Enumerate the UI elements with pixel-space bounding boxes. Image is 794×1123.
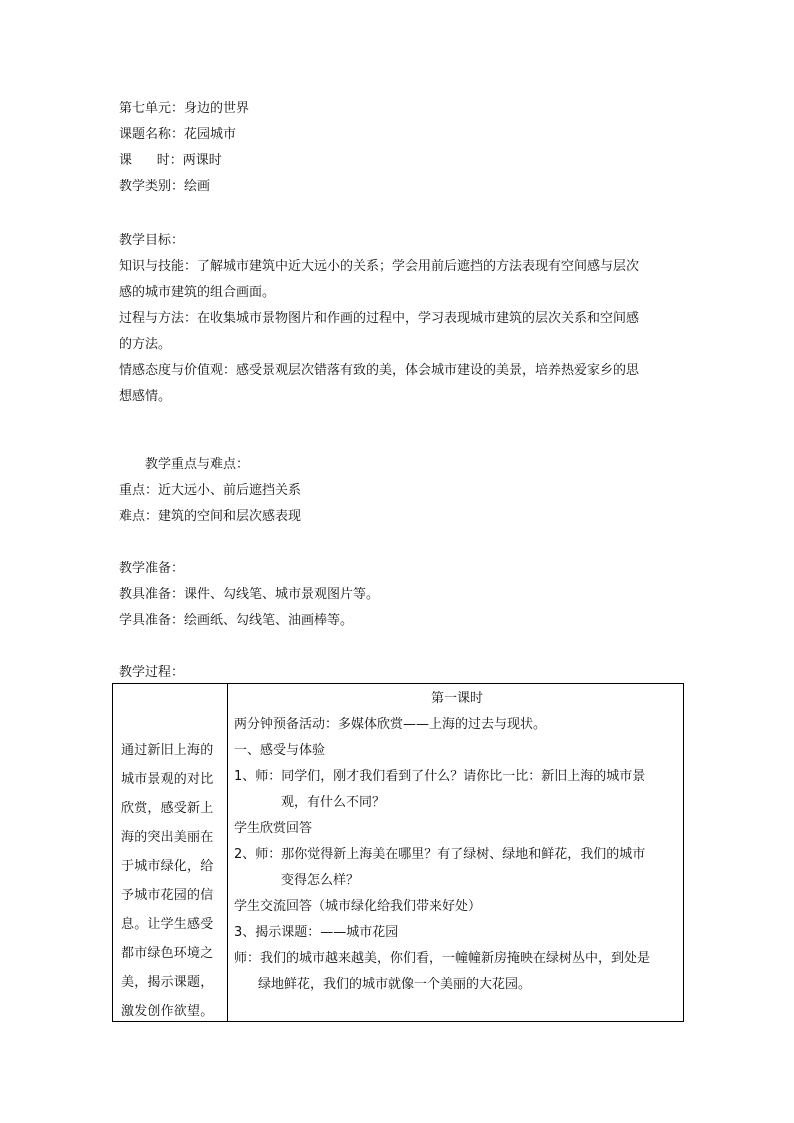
left-cell-line: 欣赏，感受新上 (121, 801, 214, 816)
right-cell-line: 两分钟预备活动：多媒体欣赏——上海的过去与现状。 (234, 717, 547, 732)
right-cell-line: 变得怎么样？ (281, 873, 360, 888)
right-cell-line: 一、感受与体验 (234, 743, 326, 758)
left-cell-line: 于城市绿化，给 (121, 859, 214, 874)
lesson-duration: 课 时：两课时 (119, 153, 222, 168)
left-cell-line: 予城市花园的信 (121, 888, 214, 903)
left-cell-line: 海的突出美丽在 (121, 830, 214, 845)
process-title: 教学过程： (119, 665, 185, 680)
focus-title: 教学重点与难点： (145, 457, 250, 472)
key-point: 重点：近大远小、前后遮挡关系 (119, 483, 302, 498)
right-cell-line: 1、师：同学们，刚才我们看到了什么？请你比一比：新旧上海的城市景 (234, 769, 646, 784)
student-tools: 学具准备：绘画纸、勾线笔、油画棒等。 (119, 613, 354, 628)
right-cell-line: 学生欣赏回答 (234, 821, 313, 836)
left-cell-line: 激发创作欲望。 (121, 1004, 214, 1019)
left-cell-line: 都市绿色环境之 (121, 946, 214, 961)
process-method-line-1: 过程与方法：在收集城市景物图片和作画的过程中，学习表现城市建筑的层次关系和空间感 (119, 311, 640, 326)
teacher-tools: 教具准备：课件、勾线笔、城市景观图片等。 (119, 587, 380, 602)
knowledge-skill-line-1: 知识与技能：了解城市建筑中近大远小的关系；学会用前后遮挡的方法表现有空间感与层次 (119, 259, 640, 274)
right-cell-line: 师：我们的城市越来越美，你们看，一幢幢新房掩映在绿树丛中，到处是 (234, 951, 651, 966)
preparation-title: 教学准备： (119, 561, 185, 576)
right-cell-line: 观，有什么不同？ (281, 795, 386, 810)
lesson-category: 教学类别：绘画 (119, 179, 211, 194)
emotion-value-line-2: 想感情。 (119, 389, 172, 404)
left-cell-line: 通过新旧上海的 (121, 743, 214, 758)
table-left-cell (121, 736, 222, 1026)
unit-title: 第七单元：身边的世界 (119, 101, 250, 116)
emotion-value-line-1: 情感态度与价值观：感受景观层次错落有致的美，体会城市建设的美景，培养热爱家乡的思 (119, 363, 640, 378)
left-cell-line: 息。让学生感受 (121, 917, 214, 932)
objectives-title: 教学目标： (119, 233, 185, 248)
right-cell-line: 3、揭示课题：——城市花园 (234, 925, 399, 940)
lesson-heading: 第一课时 (430, 691, 483, 706)
left-cell-line: 美，揭示课题， (121, 975, 214, 990)
table-right-cell (234, 686, 680, 998)
lesson-name: 课题名称：花园城市 (119, 127, 237, 142)
right-cell-line: 绿地鲜花，我们的城市就像一个美丽的大花园。 (258, 977, 532, 992)
knowledge-skill-line-2: 感的城市建筑的组合画面。 (119, 285, 276, 300)
process-method-line-2: 的方法。 (119, 337, 172, 352)
right-cell-line: 2、师：那你觉得新上海美在哪里？有了绿树、绿地和鲜花，我们的城市 (234, 847, 646, 862)
table-column-divider (227, 684, 228, 1021)
difficulty-point: 难点：建筑的空间和层次感表现 (119, 509, 302, 524)
right-cell-line: 学生交流回答（城市绿化给我们带来好处） (234, 899, 482, 914)
left-cell-line: 城市景观的对比 (121, 772, 214, 787)
teaching-process-table (112, 683, 684, 1022)
